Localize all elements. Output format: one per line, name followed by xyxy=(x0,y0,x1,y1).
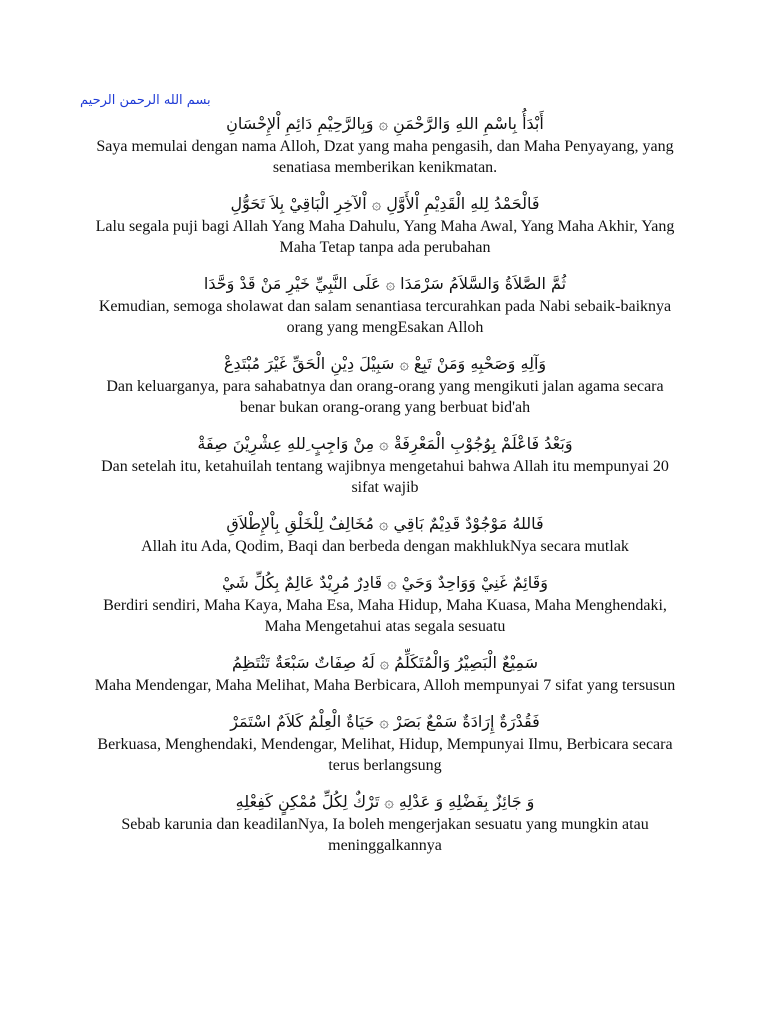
verse-block xyxy=(90,352,680,418)
verse-translation: Berdiri sendiri, Maha Kaya, Maha Esa, Maha Hidup, Maha Kuasa, Maha Menghendaki, Maha Mengetahui atas segala sesuatu xyxy=(103,597,667,635)
verse-block xyxy=(90,710,680,776)
verse-translation: Lalu segala puji bagi Allah Yang Maha Dahulu, Yang Maha Awal, Yang Maha Akhir, Yang Maha Tetap tanpa ada perubahan xyxy=(95,218,675,256)
arabic-verse: وَقَائِمٌ غَنِيْ وَوَاحِدٌ وَحَيْ ۞ قَادِرٌ مُرِيْدٌ عَالِمٌ بِكُلِّ شَيْ xyxy=(222,573,548,592)
verse-block xyxy=(90,112,680,178)
arabic-verse: سَمِيْعٌ الْبَصِيْرُ وَالْمُتَكَلِّمُ ۞ لَهُ صِفَاتٌ سَبْعَةٌ تَنْتَظِمُ xyxy=(231,653,539,672)
verse-translation: Maha Mendengar, Maha Melihat, Maha Berbicara, Alloh mempunyai 7 sifat yang tersusun xyxy=(94,677,676,694)
arabic-verse: ثُمَّ الصَّلاَةُ وَالسَّلاَمُ سَرْمَدَا ۞ عَلَى النَّبِيِّ خَيْرِ مَنْ قَدْ وَحَّدَا xyxy=(203,274,567,293)
verse-block xyxy=(90,651,680,696)
verse-translation: Berkuasa, Menghendaki, Mendengar, Melihat, Hidup, Mempunyai Ilmu, Berbicara secara terus berlangsung xyxy=(97,736,673,774)
basmalah-heading: بسم الله الرحمن الرحيم xyxy=(80,93,211,108)
verse-list xyxy=(90,112,680,870)
verse-translation: Dan setelah itu, ketahuilah tentang wajibnya mengetahui bahwa Allah itu mempunyai 20 sifat wajib xyxy=(101,458,669,496)
arabic-verse: وَبَعْدُ فَاعْلَمْ بِوُجُوْبِ الْمَعْرِفَةْ ۞ مِنْ وَاجِبٍ ِللهِ عِشْرِيْنَ صِفَةْ xyxy=(197,434,573,453)
verse-translation: Dan keluarganya, para sahabatnya dan orang-orang yang mengikuti jalan agama secara benar bukan orang-orang yang berbuat bid'ah xyxy=(106,378,664,416)
verse-translation: Sebab karunia dan keadilanNya, Ia boleh mengerjakan sesuatu yang mungkin atau meninggalkannya xyxy=(121,816,649,854)
arabic-verse: أَبْدَأُ بِاسْمِ اللهِ وَالرَّحْمَنِ ۞ وَبِالرَّحِيْمِ دَائِمِ اْلإِحْسَانِ xyxy=(226,114,544,133)
verse-translation: Allah itu Ada, Qodim, Baqi dan berbeda dengan makhlukNya secara mutlak xyxy=(141,538,629,555)
verse-block xyxy=(90,192,680,258)
verse-block xyxy=(90,512,680,557)
verse-translation: Kemudian, semoga sholawat dan salam senantiasa tercurahkan pada Nabi sebaik-baiknya orang yang mengEsakan Alloh xyxy=(98,298,672,336)
arabic-verse: وَآلِهِ وَصَحْبِهِ وَمَنْ تَبِعْ ۞ سَبِيْلَ دِيْنِ الْحَقِّ غَيْرَ مُبْتَدِعْ xyxy=(223,354,547,373)
arabic-verse: فَاللهُ مَوْجُوْدٌ قَدِيْمٌ بَاقِي ۞ مُخَالِفٌ لِلْخَلْقِ بِاْلإِطْلاَقِ xyxy=(226,514,544,533)
verse-block xyxy=(90,790,680,856)
verse-block xyxy=(90,272,680,338)
arabic-verse: وَ جَائِزٌ بِفَضْلِهِ وَ عَدْلِهِ ۞ تَرْكٌ لِكُلِّ مُمْكِنٍ كَفِعْلِهِ xyxy=(235,792,535,811)
verse-translation: Saya memulai dengan nama Alloh, Dzat yang maha pengasih, dan Maha Penyayang, yang senatiasa memberikan kenikmatan. xyxy=(96,138,674,176)
arabic-verse: فَقُدْرَةٌ إِرَادَةٌ سَمْعٌ بَصَرْ ۞ حَيَاةٌ الْعِلْمُ كَلاَمٌ اسْتَمَرْ xyxy=(230,712,540,731)
arabic-verse: فَالْحَمْدُ لِلهِ الْقَدِيْمِ اْلأَوَّلِ ۞ اْلآخِرِ الْبَاقِيْ بِلاَ تَحَوُّلِ xyxy=(230,194,540,213)
verse-block xyxy=(90,571,680,637)
verse-block xyxy=(90,432,680,498)
